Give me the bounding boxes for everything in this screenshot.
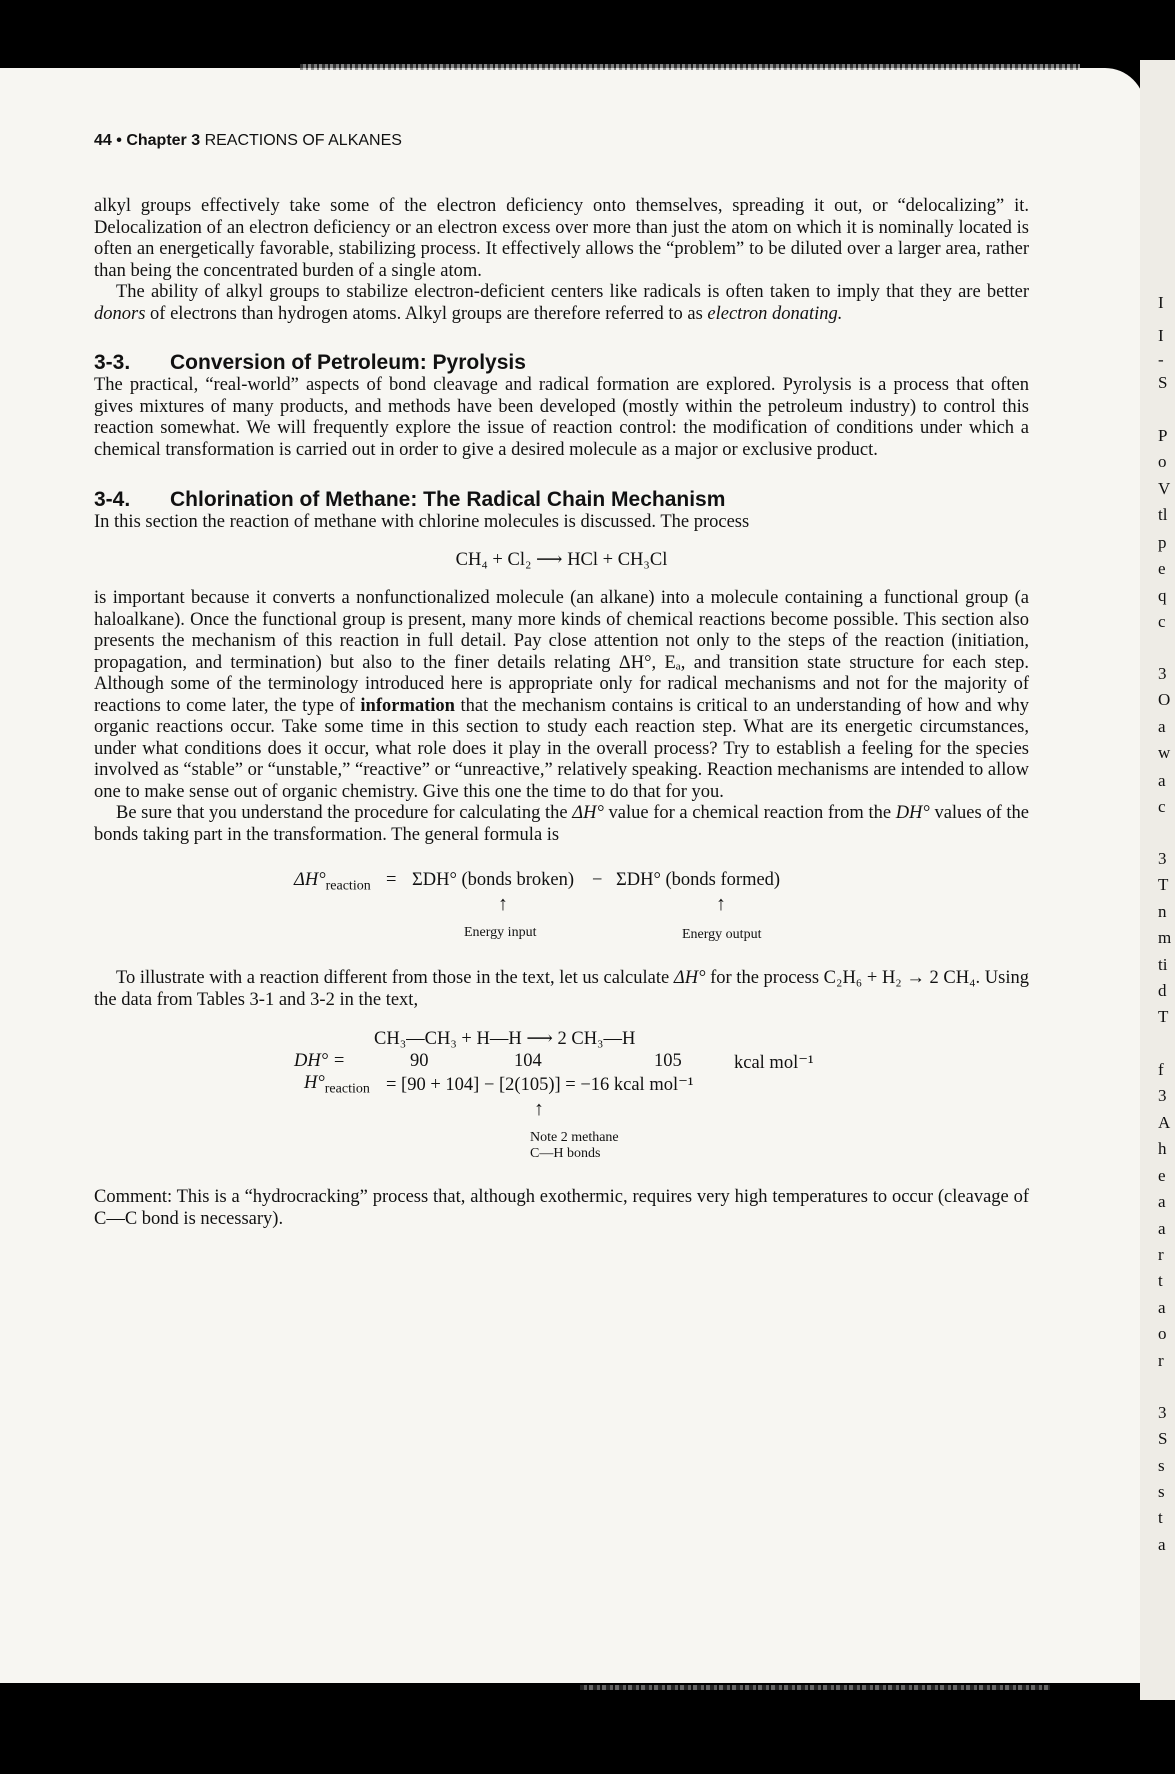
calc-dh-label: DH° = <box>294 1051 346 1071</box>
side-fragment: o <box>1158 452 1167 471</box>
side-fragment: c <box>1158 797 1166 816</box>
side-fragment: a <box>1158 1192 1166 1211</box>
note-line-1: Note 2 methane <box>530 1130 619 1145</box>
side-fragment: ti <box>1158 955 1168 974</box>
arrow-up-icon: ↑ <box>716 893 726 915</box>
calc-value-1: 90 <box>410 1051 429 1071</box>
page-content <box>94 196 1029 1230</box>
energy-input-label: Energy input <box>464 925 537 940</box>
head-bullet: • <box>116 132 122 149</box>
scan-artifact-top <box>300 64 1080 70</box>
side-fragment: A <box>1158 1113 1171 1132</box>
worked-calculation <box>94 1029 1029 1187</box>
calc-h-label: $H^\circ_{reaction}$ <box>304 1073 370 1097</box>
side-fragment: t <box>1158 1508 1163 1527</box>
side-fragment: r <box>1158 1351 1164 1370</box>
side-fragment: I <box>1158 326 1164 345</box>
calc-reaction: CH₃—CH₃ + H—H ⟶ 2 CH₃—H <box>374 1029 636 1049</box>
chapter-label: Chapter 3 <box>126 132 201 149</box>
arrow-up-icon: ↑ <box>534 1098 544 1120</box>
side-fragment: m <box>1158 928 1172 947</box>
illustration-paragraph: To illustrate with a reaction different from those in the text, let us calculate ΔH° for the process C₂H₆ + H₂ → 2 CH₄. Using the data from Tables 3-1 and 3-2 in the text, <box>94 968 1029 1010</box>
side-fragment: s <box>1158 1456 1165 1475</box>
scan-artifact-bottom <box>580 1685 1050 1690</box>
side-fragment: a <box>1158 1298 1166 1317</box>
side-fragment: O <box>1158 690 1171 709</box>
side-fragment: q <box>1158 586 1167 605</box>
side-fragment: a <box>1158 1535 1166 1554</box>
comment-paragraph: Comment: This is a “hydrocracking” process that, although exothermic, requires very high temperatures to occur (cleavage of C—C bond is necessary). <box>94 1187 1029 1229</box>
chlorination-equation: CH₄ + Cl₂ ⟶ HCl + CH₃Cl <box>455 549 668 570</box>
side-fragment: a <box>1158 1219 1166 1238</box>
chapter-title: REACTIONS OF ALKANES <box>204 132 402 149</box>
side-fragment: c <box>1158 612 1166 631</box>
section-heading-3-3: 3-3. Conversion of Petroleum: Pyrolysis <box>94 351 526 374</box>
calc-value-2: 104 <box>514 1051 542 1071</box>
formula-bonds-formed: ΣDH° (bonds formed) <box>616 870 781 890</box>
side-fragment: o <box>1158 1324 1167 1343</box>
formula-minus: − <box>592 870 603 890</box>
side-fragment: p <box>1158 533 1167 552</box>
side-fragment: V <box>1158 479 1171 498</box>
general-formula <box>94 860 1029 952</box>
side-fragment: w <box>1158 743 1171 762</box>
side-fragment: 3 <box>1158 664 1167 683</box>
side-fragment: f <box>1158 1060 1164 1079</box>
calc-value-3: 105 <box>654 1051 682 1071</box>
note-line-2: C—H bonds <box>530 1146 601 1161</box>
formula-equals: = <box>386 870 397 890</box>
side-fragment: r <box>1158 1245 1164 1264</box>
section-3-3-body: The practical, “real-world” aspects of bond cleavage and radical formation are explored. Pyrolysis is a process that often gives mixtures of many products, and methods have been developed (mostly within the petroleum industry) to control this reaction somewhat. We will frequently explore the issue of reaction control: the modification of conditions under which a chemical transformation is carried out in order to give a desired molecule as a major or exclusive product. <box>94 375 1029 460</box>
intro-paragraph-2: The ability of alkyl groups to stabilize electron-deficient centers like radicals is often taken to imply that they are better donors of electrons than hydrogen atoms. Alkyl groups are therefore referred to as electron donating. <box>94 282 1029 324</box>
side-fragment: S <box>1158 1429 1168 1448</box>
side-fragment: d <box>1158 981 1167 1000</box>
page-number: 44 <box>94 132 112 149</box>
side-fragment: t <box>1158 1271 1163 1290</box>
side-fragment: e <box>1158 1166 1166 1185</box>
side-fragment: T <box>1158 1007 1169 1026</box>
section-3-4-body: is important because it converts a nonfunctionalized molecule (an alkane) into a molecule containing a functional group (a haloalkane). Once the functional group is present, many more kinds of chemical reactions become possible. This section also presents the mechanism of this reaction in full detail. Pay close attention not only to the steps of the reaction (initiation, propagation, and termination) but also to the finer details relating ΔH°, Eₐ, and transition state structure for each step. Although some of the terminology introduced here is appropriate only for radical mechanisms and not for the majority of reactions to come later, the type of information that the mechanism contains is critical to an understanding of how and why organic reactions occur. Take some time in this section to study each reaction step. What are its energetic circumstances, under what conditions does it occur, what role does it play in the overall process? Try to establish a feeling for the species involved as “stable” or “unstable,” “reactive” or “unreactive,” relatively speaking. Reaction mechanisms are intended to allow one to make sense out of organic chemistry. Give this one the time to do that for you. <box>94 588 1029 802</box>
section-3-4-lead: In this section the reaction of methane with chlorine molecules is discussed. The process <box>94 512 750 532</box>
side-fragment: - <box>1158 350 1164 369</box>
arrow-up-icon: ↑ <box>498 893 508 915</box>
side-fragment: a <box>1158 717 1166 736</box>
side-fragment: P <box>1158 426 1168 445</box>
side-fragment: 3 <box>1158 1403 1167 1422</box>
side-fragment: tl <box>1158 505 1168 524</box>
section-heading-3-4: 3-4. Chlorination of Methane: The Radical Chain Mechanism <box>94 488 726 511</box>
side-fragment: S <box>1158 373 1168 392</box>
side-fragment: h <box>1158 1139 1167 1158</box>
side-fragment: 3 <box>1158 849 1167 868</box>
section-3-4-paragraph-2: Be sure that you understand the procedure for calculating the ΔH° value for a chemical reaction from the DH° values of the bonds taking part in the transformation. The general formula is <box>94 803 1029 845</box>
side-fragment: 3 <box>1158 1086 1167 1105</box>
side-fragment: T <box>1158 875 1169 894</box>
side-fragment: n <box>1158 902 1167 921</box>
calc-unit: kcal mol⁻¹ <box>734 1053 814 1073</box>
calc-h-expression: = [90 + 104] − [2(105)] = −16 kcal mol⁻¹ <box>386 1075 694 1095</box>
formula-lhs: $\Delta H^\circ_{reaction}$ <box>294 870 371 894</box>
side-fragment: e <box>1158 559 1166 578</box>
formula-bonds-broken: ΣDH° (bonds broken) <box>412 870 575 890</box>
side-fragment: a <box>1158 771 1166 790</box>
side-fragment: s <box>1158 1482 1165 1501</box>
running-head <box>94 132 402 150</box>
energy-output-label: Energy output <box>682 927 762 942</box>
intro-paragraph-1: alkyl groups effectively take some of the electron deficiency onto themselves, spreading it out, or “delocalizing” it. Delocalization of an electron deficiency or an electron excess over more than just the atom on which it is nominally located is often an energetically favorable, stabilizing process. It effectively allows the “problem” to be diluted over a larger area, rather than being the concentrated burden of a single atom. <box>94 196 1029 281</box>
side-fragment: I <box>1158 293 1164 312</box>
